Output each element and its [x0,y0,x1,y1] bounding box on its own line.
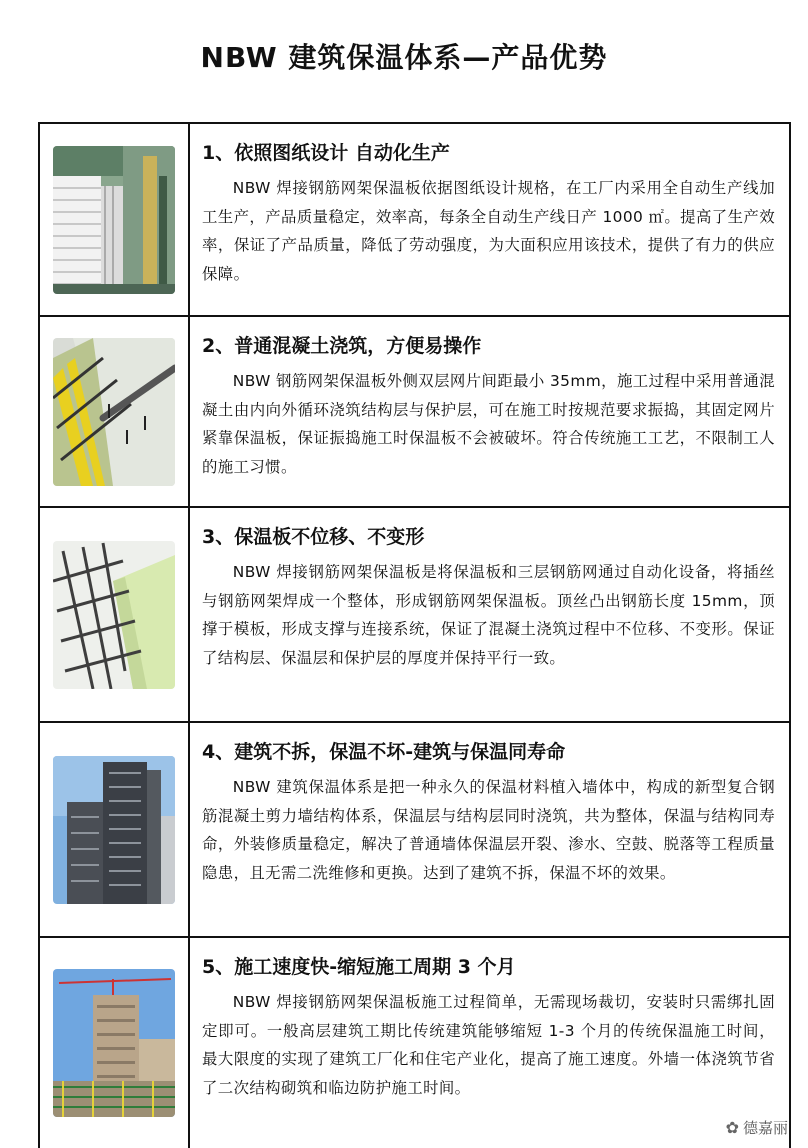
row-text [190,124,789,315]
table-row [40,723,789,938]
row-text [190,317,789,506]
document-title: NBW 建筑保温体系—产品优势 [200,41,608,74]
watermark-text: 德嘉丽 [742,1119,788,1137]
construction-site-image [53,969,175,1117]
factory-photo-cell [40,124,190,315]
row-body: NBW 钢筋网架保温板外侧双层网片间距最小 35mm，施工过程中采用普通混凝土由内向外循环浇筑结构层与保护层，可在施工时按规范要求振捣，其固定网片紧靠保温板，保证振捣施工时保温板不会被破坏。符合传统施工工艺，不限制工人的施工习惯。 [202,372,775,476]
mesh-photo-cell [40,508,190,721]
row-body: NBW 焊接钢筋网架保温板施工过程简单，无需现场裁切，安装时只需绑扎固定即可。一般高层建筑工期比传统建筑能够缩短 1-3 个月的传统保温施工时间，最大限度的实现了建筑工厂化和住宅产业化，提高了施工速度。外墙一体浇筑节省了二次结构砌筑和临边防护施工时间。 [202,993,775,1097]
wechat-logo-icon: ✿ [725,1118,739,1137]
construction-photo-cell [40,938,190,1148]
row-heading: 3、保温板不位移、不变形 [202,526,425,548]
row-body: NBW 焊接钢筋网架保温板是将保温板和三层钢筋网通过自动化设备，将插丝与钢筋网架焊成一个整体，形成钢筋网架保温板。顶丝凸出钢筋长度 15mm，顶撑于模板，形成支撑与连接系统，保证了混凝土浇筑过程中不位移、不变形。保证了结构层、保温层和保护层的厚度并保持平行一致。 [202,563,775,667]
row-body: NBW 建筑保温体系是把一种永久的保温材料植入墙体中，构成的新型复合钢筋混凝土剪力墙结构体系，保温层与结构层同时浇筑，共为整体，保温与结构同寿命，外装修质量稳定，解决了普通墙体保温层开裂、渗水、空鼓、脱落等工程质量隐患，且无需二洗维修和更换。达到了建筑不拆，保温不坏的效果。 [202,778,775,882]
row-text [190,723,789,936]
row-heading: 4、建筑不拆，保温不坏-建筑与保温同寿命 [202,741,566,763]
concrete-pouring-image [53,338,175,486]
row-text [190,508,789,721]
mesh-insulation-board-image [53,541,175,689]
row-heading: 2、普通混凝土浇筑，方便易操作 [202,335,482,357]
building-photo-cell [40,723,190,936]
table-row [40,317,789,508]
table-row [40,508,789,723]
watermark [726,1117,788,1138]
row-heading: 1、依照图纸设计 自动化生产 [202,142,450,164]
table-row [40,938,789,1148]
row-text [190,938,789,1148]
concrete-photo-cell [40,317,190,506]
table-row [40,124,789,317]
high-rise-buildings-image [53,756,175,904]
factory-production-image [53,146,175,294]
row-body: NBW 焊接钢筋网架保温板依据图纸设计规格，在工厂内采用全自动生产线加工生产，产品质量稳定，效率高，每条全自动生产线日产 1000 ㎡。提高了生产效率，保证了产品质量，降低了劳动强度，为大面积应用该技术，提供了有力的供应保障。 [202,179,775,283]
row-heading: 5、施工速度快-缩短施工周期 3 个月 [202,956,516,978]
advantages-table [38,122,791,1148]
